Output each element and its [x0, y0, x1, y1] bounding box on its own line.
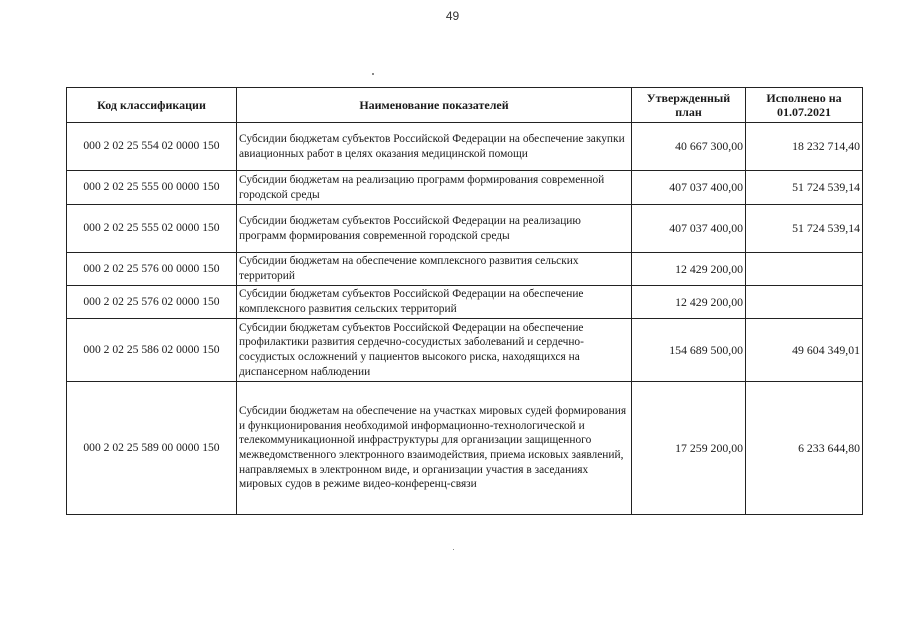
row-name: Субсидии бюджетам субъектов Российской Федерации на обеспечение профилактики развития сердечно-сосудистых заболеваний и сердечно-сосудистых осложнений у пациентов высокого риска, находящихся на диспансерном наблюдении: [237, 319, 632, 382]
row-code: 000 2 02 25 555 00 0000 150: [67, 171, 237, 205]
row-plan: 407 037 400,00: [632, 171, 746, 205]
scan-speck: [372, 73, 374, 75]
table-row: [67, 319, 863, 382]
row-name: Субсидии бюджетам на обеспечение на участках мировых судей формирования и функционирования необходимой информационно-технологической и телекоммуникационной инфраструктуры для организации защищенного межведомственного электронного взаимодействия, приема исковых заявлений, направляемых в электронном виде, и организации участия в заседаниях мировых судов в режиме видео-конференц-связи: [237, 382, 632, 515]
row-name: Субсидии бюджетам субъектов Российской Федерации на обеспечение закупки авиационных работ в целях оказания медицинской помощи: [237, 123, 632, 171]
header-plan: Утвержденный план: [632, 88, 746, 123]
scan-speck: [453, 549, 454, 550]
page-number: 49: [445, 9, 460, 23]
row-code: 000 2 02 25 586 02 0000 150: [67, 319, 237, 382]
row-code: 000 2 02 25 576 02 0000 150: [67, 286, 237, 319]
row-done: 18 232 714,40: [746, 123, 863, 171]
row-done: 49 604 349,01: [746, 319, 863, 382]
row-code: 000 2 02 25 576 00 0000 150: [67, 253, 237, 286]
row-plan: 12 429 200,00: [632, 253, 746, 286]
table-row: [67, 171, 863, 205]
row-done: 51 724 539,14: [746, 171, 863, 205]
row-done: 51 724 539,14: [746, 205, 863, 253]
row-name: Субсидии бюджетам субъектов Российской Федерации на реализацию программ формирования современной городской среды: [237, 205, 632, 253]
table-row: [67, 205, 863, 253]
row-name: Субсидии бюджетам на реализацию программ формирования современной городской среды: [237, 171, 632, 205]
row-code: 000 2 02 25 555 02 0000 150: [67, 205, 237, 253]
header-code: Код классификации: [67, 88, 237, 123]
header-done: Исполнено на 01.07.2021: [746, 88, 863, 123]
row-done: [746, 253, 863, 286]
row-code: 000 2 02 25 554 02 0000 150: [67, 123, 237, 171]
row-done: [746, 286, 863, 319]
table-header-row: [67, 88, 863, 123]
row-plan: 154 689 500,00: [632, 319, 746, 382]
row-name: Субсидии бюджетам субъектов Российской Федерации на обеспечение комплексного развития сельских территорий: [237, 286, 632, 319]
row-plan: 12 429 200,00: [632, 286, 746, 319]
row-plan: 407 037 400,00: [632, 205, 746, 253]
row-code: 000 2 02 25 589 00 0000 150: [67, 382, 237, 515]
row-done: 6 233 644,80: [746, 382, 863, 515]
header-name: Наименование показателей: [237, 88, 632, 123]
row-name: Субсидии бюджетам на обеспечение комплексного развития сельских территорий: [237, 253, 632, 286]
table-row: [67, 382, 863, 515]
table-row: [67, 123, 863, 171]
table-row: [67, 286, 863, 319]
row-plan: 40 667 300,00: [632, 123, 746, 171]
table-row: [67, 253, 863, 286]
row-plan: 17 259 200,00: [632, 382, 746, 515]
budget-table: [66, 87, 863, 515]
